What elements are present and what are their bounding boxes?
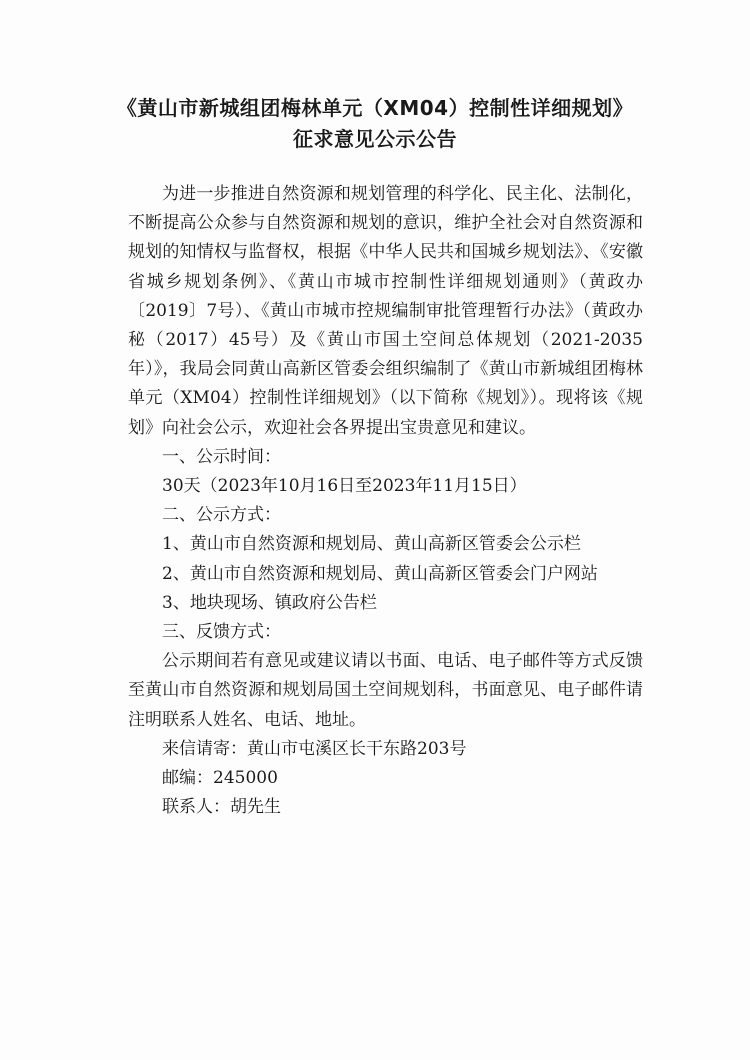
section2-item3: 3、地块现场、镇政府公告栏: [162, 592, 377, 613]
section2-heading: 二、公示方式：: [162, 505, 281, 526]
contact-person: 联系人：胡先生: [162, 797, 281, 818]
section1-heading: 一、公示时间：: [162, 446, 281, 467]
mail-address: 来信请寄：黄山市屯溪区长干东路203号: [162, 738, 467, 759]
document-body: [128, 180, 643, 822]
section3-paragraph: 公示期间若有意见或建议请以书面、电话、电子邮件等方式反馈至黄山市自然资源和规划局国土空间规划科，书面意见、电子邮件请注明联系人姓名、电话、地址。: [128, 651, 643, 730]
document-title-line2: 征求意见公示公告: [293, 127, 457, 151]
postcode: 邮编：245000: [162, 768, 278, 789]
section3-heading: 三、反馈方式：: [162, 622, 281, 643]
section2-item1: 1、黄山市自然资源和规划局、黄山高新区管委会公示栏: [162, 534, 581, 555]
document-title-line1: 《黄山市新城组团梅林单元（XM04）控制性详细规划》: [116, 96, 634, 120]
intro-paragraph: 为进一步推进自然资源和规划管理的科学化、民主化、法制化，不断提高公众参与自然资源和规划的意识，维护全社会对自然资源和规划的知情权与监督权，根据《中华人民共和国城乡规划法》、《安徽省城乡规划条例》、《黄山市城市控制性详细规划通则》（黄政办〔2019〕7号）、《黄山市城市控规编制审批管理暂行办法》（黄政办秘（2017）45号）及《黄山市国土空间总体规划（2021-2035年）》，我局会同黄山高新区管委会组织编制了《黄山市新城组团梅林单元（XM04）控制性详细规划》（以下简称《规划》）。现将该《规划》向社会公示，欢迎社会各界提出宝贵意见和建议。: [128, 184, 643, 438]
section1-content: 30天（2023年10月16日至2023年11月15日）: [162, 476, 527, 497]
section2-item2: 2、黄山市自然资源和规划局、黄山高新区管委会门户网站: [162, 563, 598, 584]
